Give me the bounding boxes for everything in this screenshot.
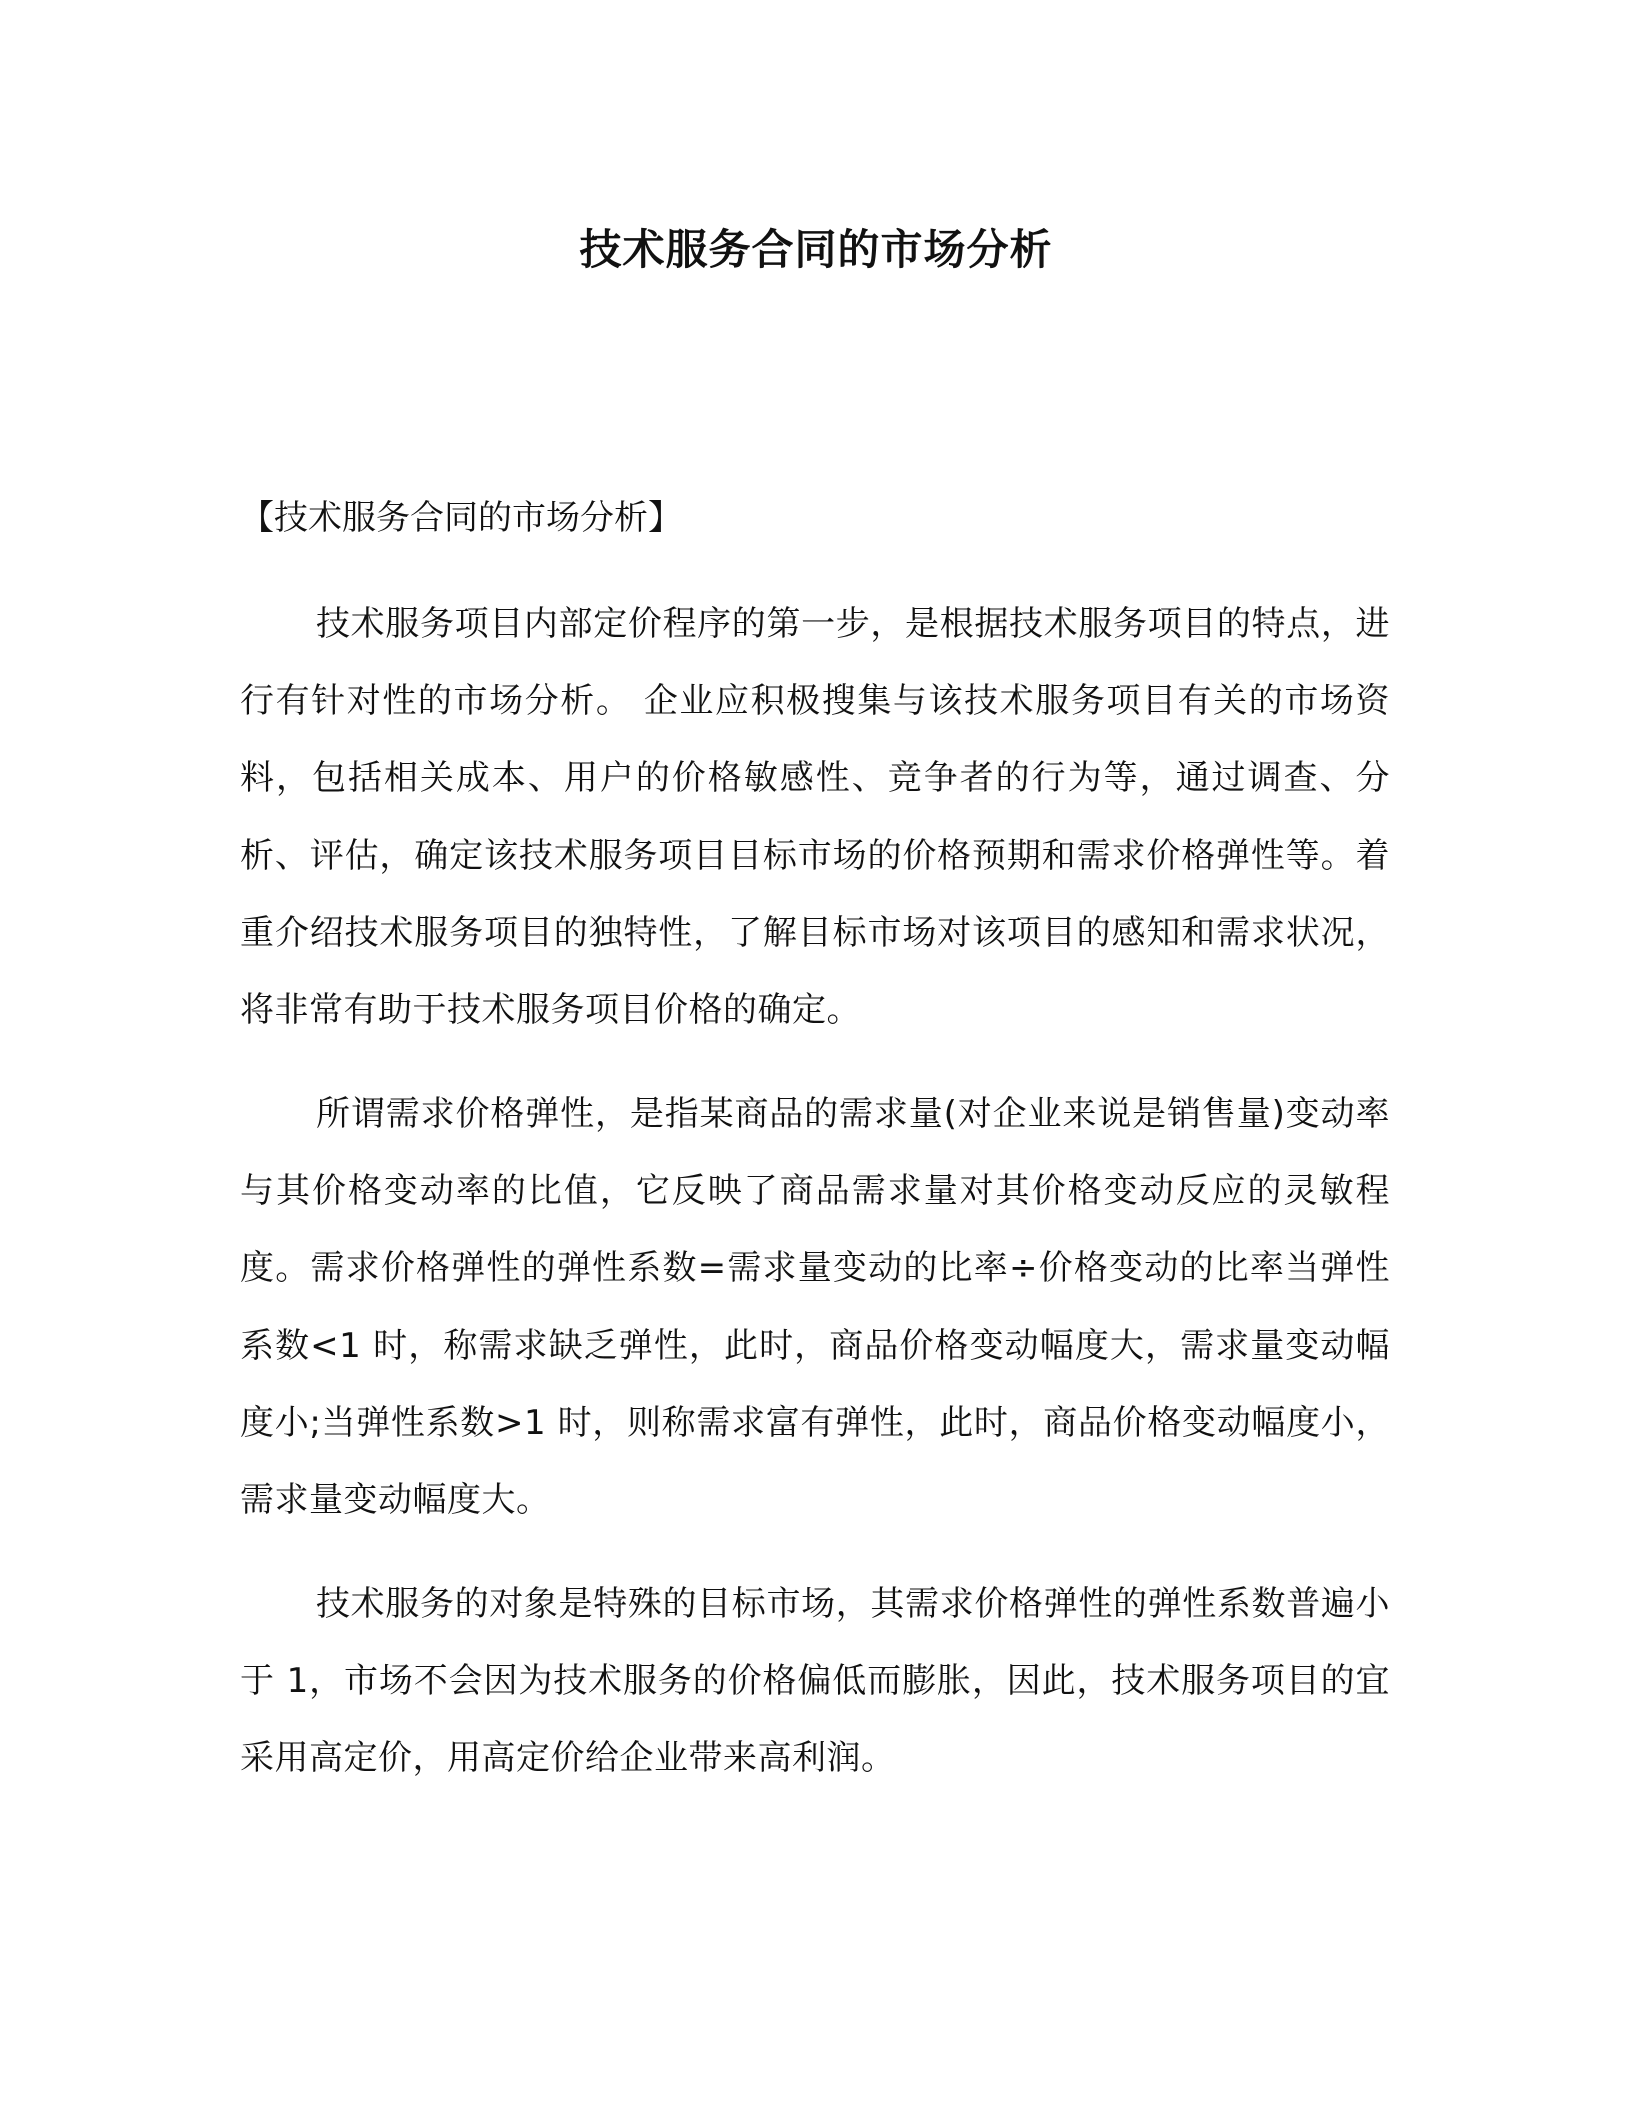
paragraph-pricing-process: 技术服务项目内部定价程序的第一步，是根据技术服务项目的特点，进行有针对性的市场分析。 企业应积极搜集与该技术服务项目有关的市场资料，包括相关成本、用户的价格敏感性、竞争者的行为等，通过调查、分析、评估，确定该技术服务项目目标市场的价格预期和需求价格弹性等。着重介绍技术服务项目的独特性，了解目标市场对该项目的感知和需求状况，将非常有助于技术服务项目价格的确定。 [240, 604, 1390, 1031]
document-title: 技术服务合同的市场分析 [579, 225, 1053, 274]
section-heading: 【技术服务合同的市场分析】 [240, 498, 682, 538]
paragraph-price-elasticity: 所谓需求价格弹性，是指某商品的需求量(对企业来说是销售量)变动率与其价格变动率的比值，它反映了商品需求量对其价格变动反应的灵敏程度。需求价格弹性的弹性系数=需求量变动的比率÷价格变动的比率当弹性系数<1 时，称需求缺乏弹性，此时，商品价格变动幅度大，需求量变动幅度小;当弹性系数>1 时，则称需求富有弹性，此时，商品价格变动幅度小，需求量变动幅度大。 [240, 1094, 1390, 1521]
paragraph-target-market: 技术服务的对象是特殊的目标市场，其需求价格弹性的弹性系数普遍小于 1，市场不会因为技术服务的价格偏低而膨胀，因此，技术服务项目的宜采用高定价，用高定价给企业带来高利润。 [240, 1584, 1390, 1779]
